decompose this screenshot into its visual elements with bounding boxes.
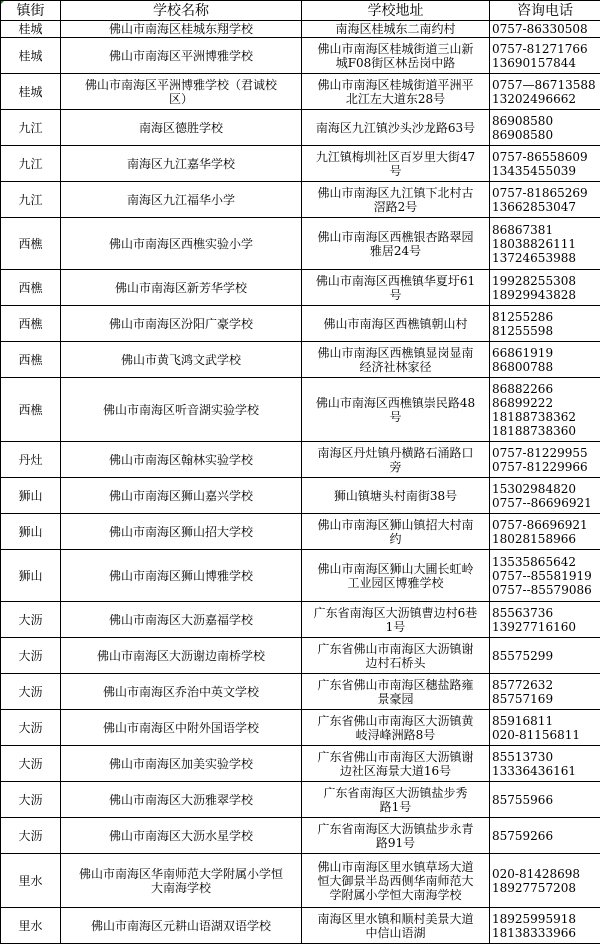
phone-cell-line: 13662853047 [492,199,576,214]
phone-cell [490,306,600,342]
school-name-cell-line: 佛山市南海区乔治中英文学校 [102,684,259,699]
school-address-cell [302,818,490,854]
school-address-cell-line: 广东省南海区大沥镇曹边村6巷 [313,605,478,620]
phone-cell-line: 13535865642 [492,554,576,569]
school-address-cell-line: 狮山镇塘头村南街38号 [333,488,458,503]
phone-cell-line: 13927716160 [492,619,576,634]
phone-cell-line: 18138333966 [492,925,576,940]
phone-cell [490,710,600,746]
school-address-cell-line: 经济社林家径 [359,359,432,374]
table-row [1,38,600,74]
phone-cell [490,378,600,442]
table-row [1,602,600,638]
phone-cell [490,218,600,270]
town-cell: 大沥 [1,710,61,746]
phone-cell [490,674,600,710]
school-address-cell [302,746,490,782]
school-name-cell-line: 佛山市南海区听音湖实验学校 [102,402,259,417]
phone-cell-line: 85563736 [492,605,554,620]
school-name-cell-line: 南海区九江福华小学 [126,192,235,207]
town-cell: 桂城 [1,74,61,110]
table-row [1,710,600,746]
school-address-cell [302,306,490,342]
school-address-cell-line: 佛山市南海区西樵镇崇民路48 [315,395,476,410]
school-name-cell-line: 佛山市南海区大沥水星学校 [108,828,253,843]
phone-cell-line: 15302984820 [492,481,576,496]
school-name-cell-line: 佛山市南海区大沥谢边南桥学校 [96,648,265,663]
phone-cell-line: 18028158966 [492,531,576,546]
phone-cell [490,74,600,110]
phone-cell [490,908,600,944]
table-row [1,782,600,818]
town-cell: 西樵 [1,378,61,442]
phone-cell-line: 18188738362 [492,409,576,424]
phone-cell [490,478,600,514]
school-address-cell-line: 岐浔峰洲路8号 [355,727,436,742]
phone-cell-line: 0757--85579086 [492,582,592,597]
school-name-cell [61,638,302,674]
phone-cell-line: 0757—86713588 [492,77,596,92]
school-address-cell-line: 佛山市南海区西樵镇朝山村 [323,316,468,331]
school-name-cell [61,746,302,782]
school-name-cell-line: 佛山市南海区加美实验学校 [108,756,253,771]
town-cell: 大沥 [1,746,61,782]
school-name-cell [61,378,302,442]
table-row [1,638,600,674]
school-name-cell [61,442,302,478]
school-address-cell-line: 恒大御景半岛西侧华南师范大 [317,873,474,888]
school-address-cell-line: 滘路2号 [373,199,418,214]
phone-cell-line: 81255286 [492,309,554,324]
phone-cell-line: 18188738360 [492,423,576,438]
header-town: 镇街 [1,1,61,21]
phone-cell-line: 66861919 [492,345,554,360]
phone-cell-line: 85513730 [492,749,554,764]
phone-cell-line: 19928255308 [492,273,576,288]
school-name-cell-line: 佛山市黄飞鸿文武学校 [120,352,241,367]
school-address-cell-line: 旁 [389,459,402,474]
table-row [1,270,600,306]
school-name-cell-line: 佛山市南海区平洲博雅学校（君诚校 [84,77,277,92]
school-name-cell-line: 佛山市南海区狮山招大学校 [108,524,253,539]
phone-cell-line: 18927757208 [492,880,576,895]
school-name-cell [61,21,302,38]
school-name-cell [61,218,302,270]
school-address-cell-line: 佛山市南海区西樵镇显岗显南 [317,345,474,360]
phone-cell-line: 85772632 [492,677,554,692]
phone-cell-line: 13724653988 [492,250,576,265]
school-address-cell [302,442,490,478]
school-name-cell-line: 佛山市南海区华南师范大学附属小学恒 [78,866,283,881]
school-name-cell [61,38,302,74]
school-address-cell-line: 佛山市南海区西樵银杏路翠园 [317,229,474,244]
school-name-cell-line: 佛山市南海区新芳华学校 [114,280,247,295]
school-name-cell-line: 佛山市南海区狮山嘉兴学校 [108,488,253,503]
school-name-cell-line: 佛山市南海区汾阳广豪学校 [108,316,253,331]
phone-cell-line: 0757-86696921 [492,517,588,532]
school-address-cell-line: 边社区海景大道16号 [339,763,452,778]
table-row [1,854,600,908]
town-cell: 九江 [1,146,61,182]
school-address-cell [302,674,490,710]
phone-cell-line: 0757-81865269 [492,185,588,200]
phone-cell-line: 18038826111 [492,236,576,251]
town-cell: 桂城 [1,38,61,74]
phone-cell [490,782,600,818]
school-name-cell-line: 佛山市南海区大沥雅翠学校 [108,792,253,807]
school-name-cell-line: 南海区九江嘉华学校 [126,156,235,171]
header-school-name: 学校名称 [61,1,302,21]
phone-cell [490,854,600,908]
table-row [1,306,600,342]
school-address-cell-line: 中信山语湖 [365,925,426,940]
town-cell: 九江 [1,110,61,146]
school-address-cell-line: 佛山市南海区桂城街道平洲平 [317,77,474,92]
school-address-cell [302,782,490,818]
table-row [1,146,600,182]
school-name-cell [61,342,302,378]
phone-cell-line: 13690157844 [492,55,576,70]
school-name-cell [61,270,302,306]
phone-cell-line: 0757-86330508 [492,22,588,36]
table-row [1,218,600,270]
school-address-cell-line: 佛山市南海区九江镇下北村古 [317,185,474,200]
town-cell: 里水 [1,854,61,908]
school-address-cell-line: 南海区丹灶镇丹横路石涌路口 [317,445,474,460]
school-name-cell-line: 佛山市南海区平洲博雅学校 [108,48,253,63]
school-address-cell-line: 南海区里水镇和顺村美景大道 [317,911,474,926]
phone-cell [490,21,600,38]
school-name-cell [61,782,302,818]
phone-cell-line: 0757-81271766 [492,41,588,56]
school-address-cell-line: 九江镇梅圳社区百岁里大街47 [315,149,476,164]
phone-cell-line: 13202496662 [492,91,576,106]
school-address-cell [302,908,490,944]
phone-cell-line: 85575299 [492,648,554,663]
phone-cell-line: 85757169 [492,691,554,706]
school-address-cell-line: 1号 [385,619,406,634]
phone-cell-line: 020-81156811 [492,727,581,742]
town-cell: 狮山 [1,550,61,602]
phone-cell-line: 0757-81229966 [492,459,588,474]
table-row [1,818,600,854]
school-address-cell [302,378,490,442]
school-address-cell-line: 广东省南海区大沥镇盐步永青 [317,821,474,836]
phone-cell [490,182,600,218]
phone-cell-line: 86908580 [492,127,554,142]
phone-cell [490,818,600,854]
school-address-cell [302,74,490,110]
school-address-cell-line: 北江左大道东28号 [345,91,446,106]
school-name-cell [61,818,302,854]
school-name-cell [61,710,302,746]
phone-cell-line: 86882266 [492,381,554,396]
table-row [1,21,600,38]
table-row [1,342,600,378]
school-name-cell [61,550,302,602]
table-row [1,110,600,146]
school-address-cell [302,550,490,602]
school-name-cell-line: 大南海学校 [150,880,211,895]
school-name-cell [61,908,302,944]
school-address-cell-line: 号 [389,163,402,178]
school-address-cell-line: 南海区桂城东二南约村 [335,22,456,36]
school-address-cell-line: 号 [389,409,402,424]
school-name-cell-line: 佛山市南海区元耕山语湖双语学校 [90,918,271,933]
table-row [1,182,600,218]
table-row [1,550,600,602]
phone-cell-line: 0757-86558609 [492,149,588,164]
school-name-cell [61,854,302,908]
school-address-cell-line: 约 [389,531,402,546]
school-address-cell-line: 路1号 [379,799,412,814]
school-address-cell [302,514,490,550]
school-name-cell-line: 区） [168,91,193,106]
phone-cell-line: 85916811 [492,713,554,728]
table-row [1,378,600,442]
phone-cell [490,38,600,74]
school-address-cell-line: 景豪园 [377,691,414,706]
school-address-cell-line: 学附属小学恒大南海学校 [329,887,462,902]
school-address-cell-line: 佛山市南海区西樵镇华夏圩61 [315,273,476,288]
phone-cell-line: 0757--85581919 [492,568,592,583]
school-address-cell [302,710,490,746]
town-cell: 九江 [1,182,61,218]
town-cell: 大沥 [1,602,61,638]
phone-cell [490,270,600,306]
school-address-cell-line: 城F08街区林岳岗中路 [335,55,456,70]
school-name-cell [61,602,302,638]
town-cell: 西樵 [1,218,61,270]
table-row [1,478,600,514]
school-name-cell [61,74,302,110]
table-row [1,74,600,110]
phone-cell-line: 86908580 [492,113,554,128]
school-name-cell [61,146,302,182]
school-address-cell [302,182,490,218]
school-address-cell [302,478,490,514]
school-address-cell [302,854,490,908]
phone-cell [490,146,600,182]
school-name-cell-line: 佛山市南海区中附外国语学校 [102,720,259,735]
phone-cell-line: 0757-81229955 [492,445,588,460]
phone-cell [490,110,600,146]
header-row [1,1,600,21]
school-name-cell-line: 佛山市南海区桂城东翔学校 [108,22,253,36]
town-cell: 桂城 [1,21,61,38]
phone-cell-line: 13336436161 [492,763,576,778]
phone-cell [490,602,600,638]
phone-cell [490,746,600,782]
town-cell: 狮山 [1,514,61,550]
school-address-cell [302,21,490,38]
school-address-cell [302,270,490,306]
school-name-cell [61,514,302,550]
school-address-cell-line: 广东省佛山市南海区大沥镇谢 [317,749,474,764]
school-address-cell [302,602,490,638]
school-address-cell-line: 佛山市南海区狮山镇招大村南 [317,517,474,532]
school-address-cell-line: 佛山市南海区狮山大圃长虹岭 [317,561,474,576]
header-phone: 咨询电话 [490,1,600,21]
town-cell: 大沥 [1,638,61,674]
school-address-cell-line: 佛山市南海区桂城街道三山新 [317,41,474,56]
school-address-cell-line: 佛山市南海区里水镇草场大道 [317,859,474,874]
phone-cell-line: 86867381 [492,222,554,237]
phone-cell-line: 86800788 [492,359,554,374]
town-cell: 大沥 [1,818,61,854]
phone-cell [490,638,600,674]
school-address-cell [302,146,490,182]
phone-cell-line: 020-81428698 [492,866,581,881]
school-name-cell-line: 南海区德胜学校 [138,120,223,135]
town-cell: 西樵 [1,270,61,306]
school-address-cell [302,638,490,674]
school-name-cell [61,478,302,514]
school-address-cell-line: 号 [389,287,402,302]
phone-cell-line: 0757--86696921 [492,495,592,510]
school-address-cell-line: 广东省佛山市南海区穗盐路雍 [317,677,474,692]
school-name-cell-line: 佛山市南海区西樵实验小学 [108,236,253,251]
school-name-cell [61,110,302,146]
school-address-cell [302,218,490,270]
town-cell: 狮山 [1,478,61,514]
town-cell: 丹灶 [1,442,61,478]
town-cell: 西樵 [1,306,61,342]
phone-cell [490,442,600,478]
school-address-cell [302,342,490,378]
school-name-cell-line: 佛山市南海区大沥嘉福学校 [108,612,253,627]
school-name-cell-line: 佛山市南海区狮山博雅学校 [108,568,253,583]
school-name-cell-line: 佛山市南海区翰林实验学校 [108,452,253,467]
school-address-cell-line: 南海区九江镇沙头沙龙路63号 [315,120,476,135]
school-address-cell-line: 路91号 [375,835,416,850]
table-row [1,442,600,478]
phone-cell-line: 13435455039 [492,163,576,178]
phone-cell [490,342,600,378]
phone-cell-line: 86899222 [492,395,554,410]
header-school-address: 学校地址 [302,1,490,21]
school-address-cell-line: 广东省南海区大沥镇盐步秀 [323,785,468,800]
town-cell: 大沥 [1,674,61,710]
town-cell: 大沥 [1,782,61,818]
table-row [1,746,600,782]
phone-cell-line: 18925995918 [492,911,576,926]
table-row [1,674,600,710]
school-name-cell [61,306,302,342]
school-name-cell [61,182,302,218]
phone-cell-line: 85755966 [492,792,554,807]
phone-cell [490,514,600,550]
phone-cell-line: 81255598 [492,323,554,338]
table-body [1,21,600,944]
school-address-cell-line: 广东省佛山市南海区大沥镇黄 [317,713,474,728]
school-address-cell-line: 边村石桥头 [365,655,426,670]
town-cell: 里水 [1,908,61,944]
school-address-cell-line: 广东省佛山市南海区大沥镇谢 [317,641,474,656]
school-name-cell [61,674,302,710]
school-address-cell [302,110,490,146]
school-address-cell-line: 工业园区博雅学校 [347,575,444,590]
phone-cell-line: 18929943828 [492,287,576,302]
phone-cell-line: 85759266 [492,828,554,843]
school-address-cell [302,38,490,74]
table-row [1,514,600,550]
school-address-cell-line: 雅居24号 [369,243,422,258]
town-cell: 西樵 [1,342,61,378]
phone-cell [490,550,600,602]
table-row [1,908,600,944]
